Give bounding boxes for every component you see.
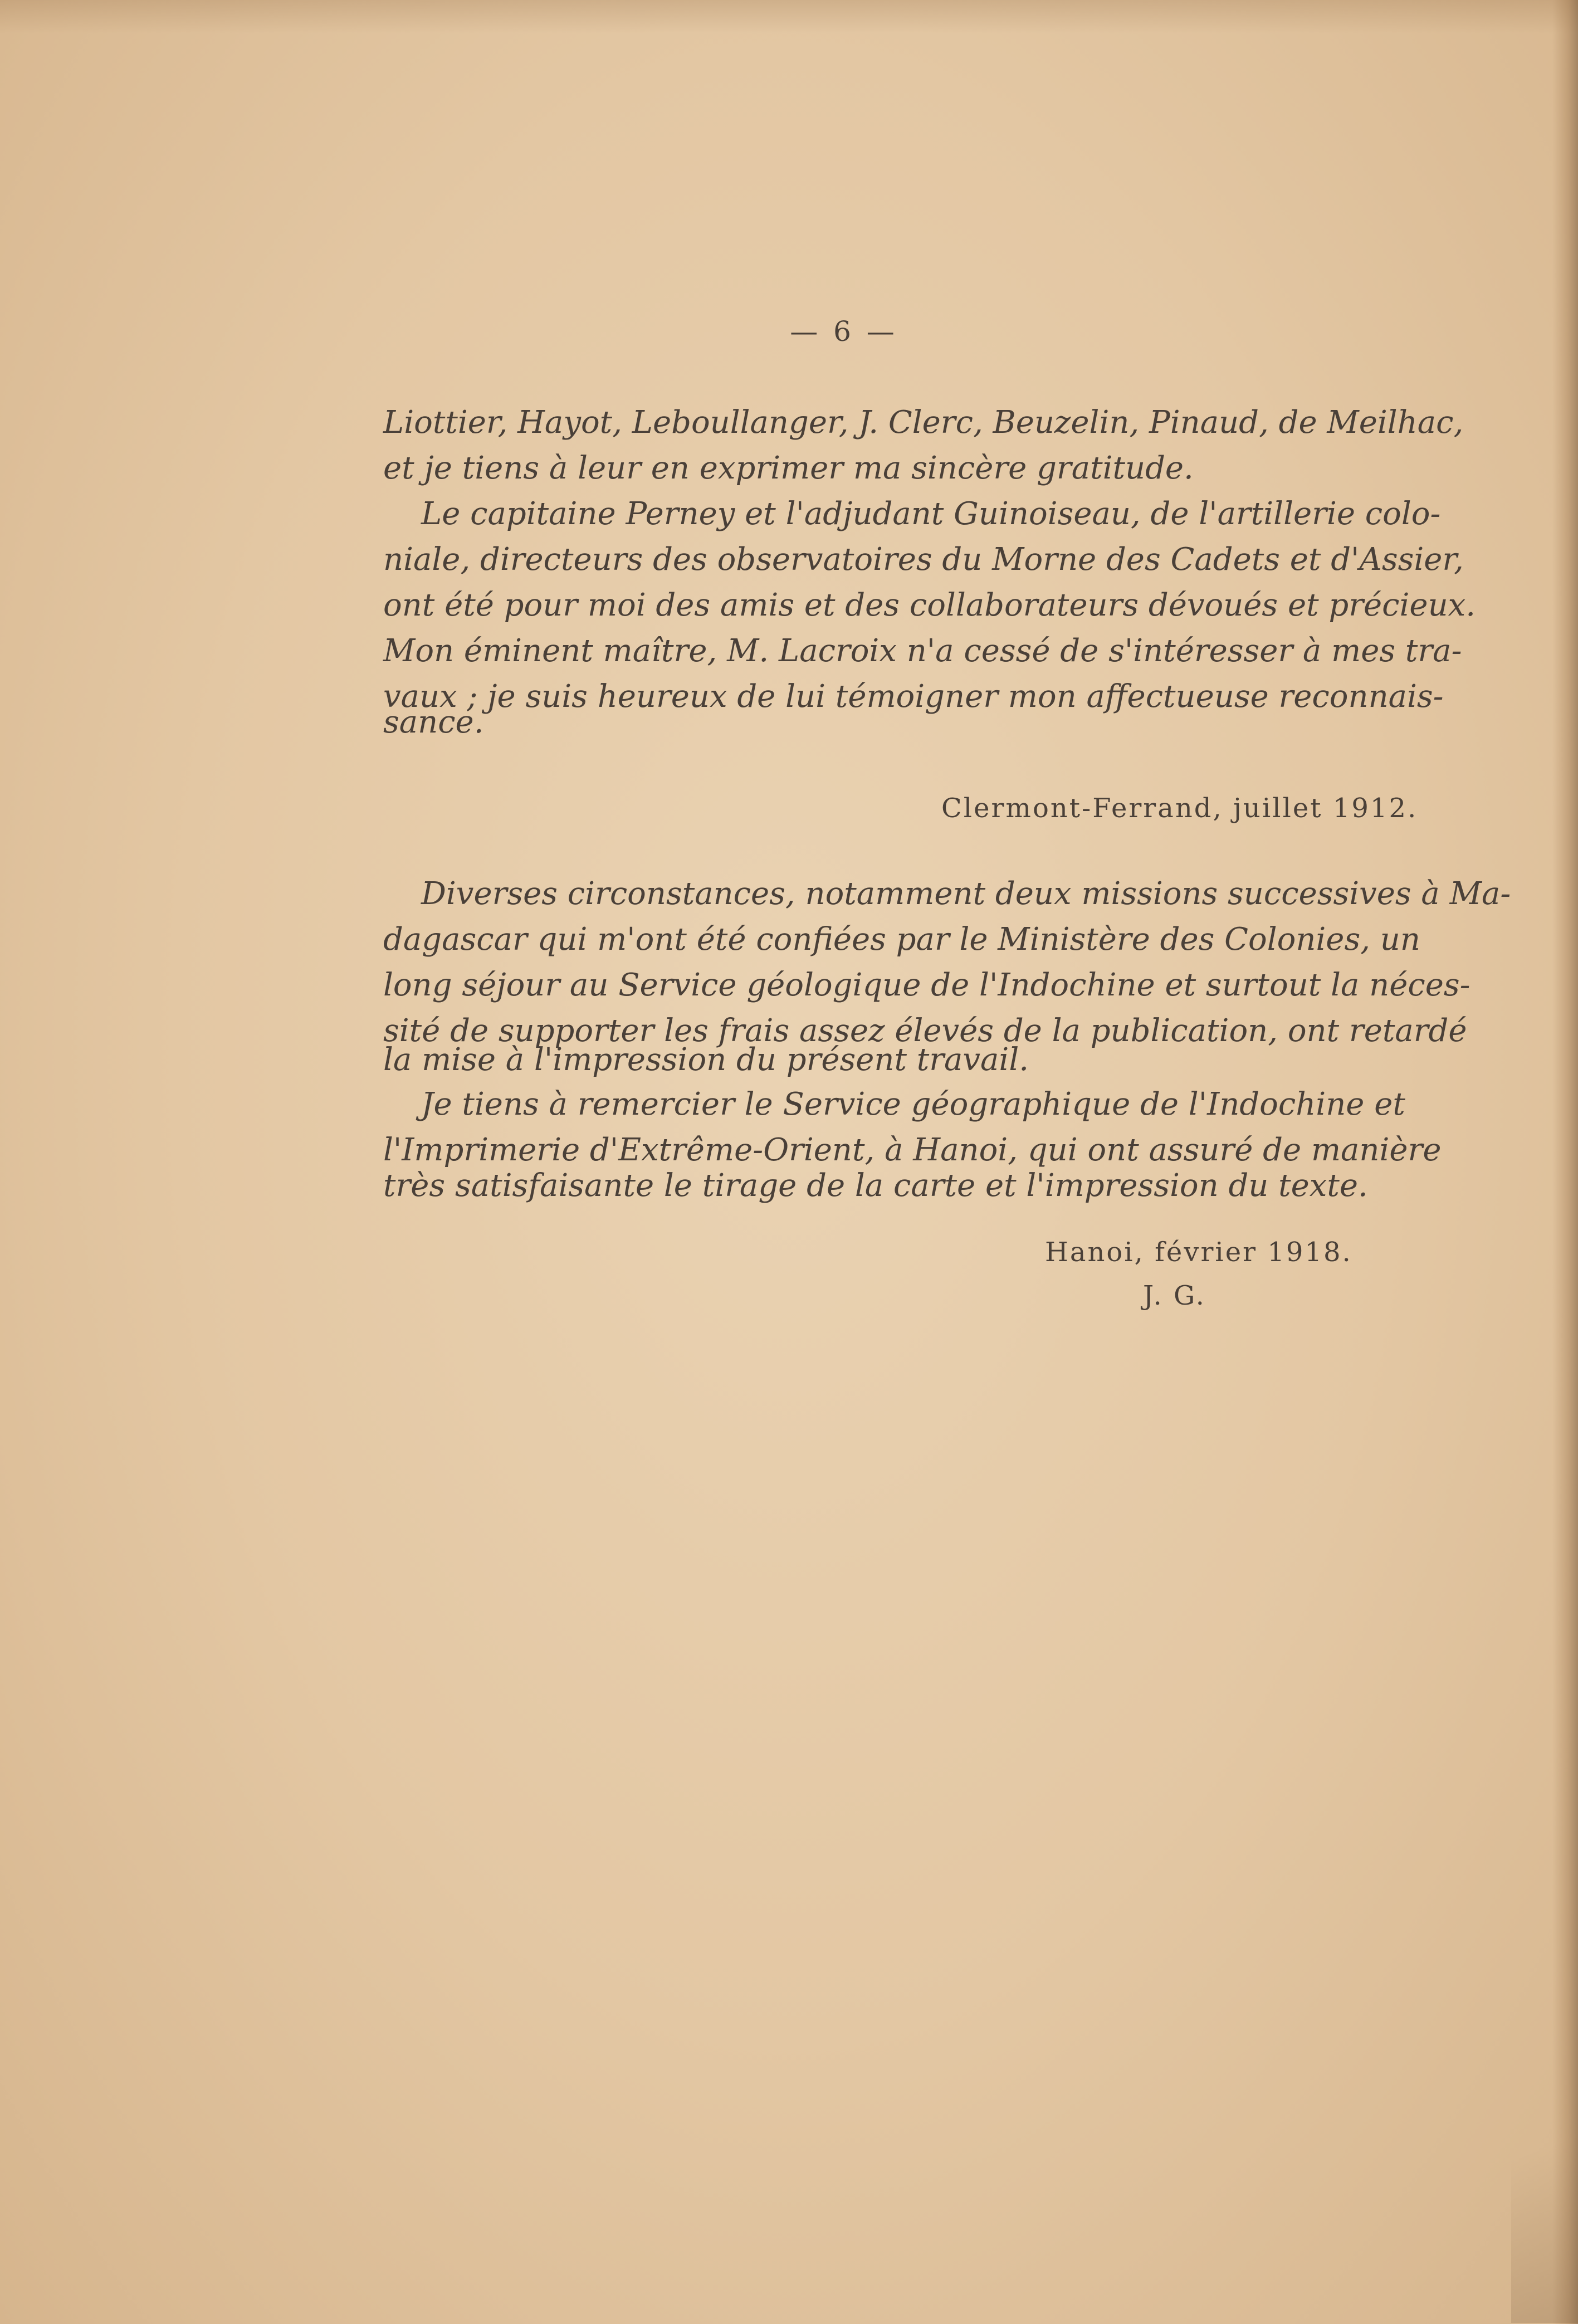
paragraph-line: sance. — [383, 704, 484, 740]
paragraph-line: dagascar qui m'ont été confiées par le Ministère des Colonies, un — [383, 921, 1420, 958]
dateline-clermont: Clermont-Ferrand, juillet 1912. — [941, 793, 1418, 824]
paragraph-line: l'Imprimerie d'Extrême-Orient, à Hanoi, qui ont assuré de manière — [383, 1132, 1442, 1168]
paragraph-line: Je tiens à remercier le Service géographique de l'Indochine et — [421, 1086, 1405, 1122]
paragraph-line: et je tiens à leur en exprimer ma sincère gratitude. — [383, 450, 1194, 486]
signature-initials: J. G. — [1143, 1280, 1206, 1311]
paragraph-line: Diverses circonstances, notamment deux missions successives à Ma- — [421, 876, 1511, 912]
dateline-hanoi: Hanoi, février 1918. — [1045, 1237, 1352, 1268]
paragraph-line: sité de supporter les frais assez élevés de la publication, ont retardé — [383, 1013, 1467, 1049]
page-number: — 6 — — [790, 315, 898, 348]
paragraph-line: Le capitaine Perney et l'adjudant Guinoiseau, de l'artillerie colo- — [421, 496, 1441, 532]
paragraph-line: Mon éminent maître, M. Lacroix n'a cessé de s'intéresser à mes tra- — [383, 633, 1462, 669]
paragraph-line: ont été pour moi des amis et des collaborateurs dévoués et précieux. — [383, 587, 1476, 623]
paragraph-line: long séjour au Service géologique de l'Indochine et surtout la néces- — [383, 967, 1470, 1003]
paragraph-line: très satisfaisante le tirage de la carte et l'impression du texte. — [383, 1168, 1368, 1204]
paragraph-line: Liottier, Hayot, Leboullanger, J. Clerc, Beuzelin, Pinaud, de Meilhac, — [383, 404, 1464, 441]
paragraph-line: niale, directeurs des observatoires du Morne des Cadets et d'Assier, — [383, 541, 1464, 578]
paragraph-line: vaux ; je suis heureux de lui témoigner mon affectueuse reconnais- — [383, 678, 1444, 715]
paragraph-line: la mise à l'impression du présent travail. — [383, 1042, 1029, 1078]
